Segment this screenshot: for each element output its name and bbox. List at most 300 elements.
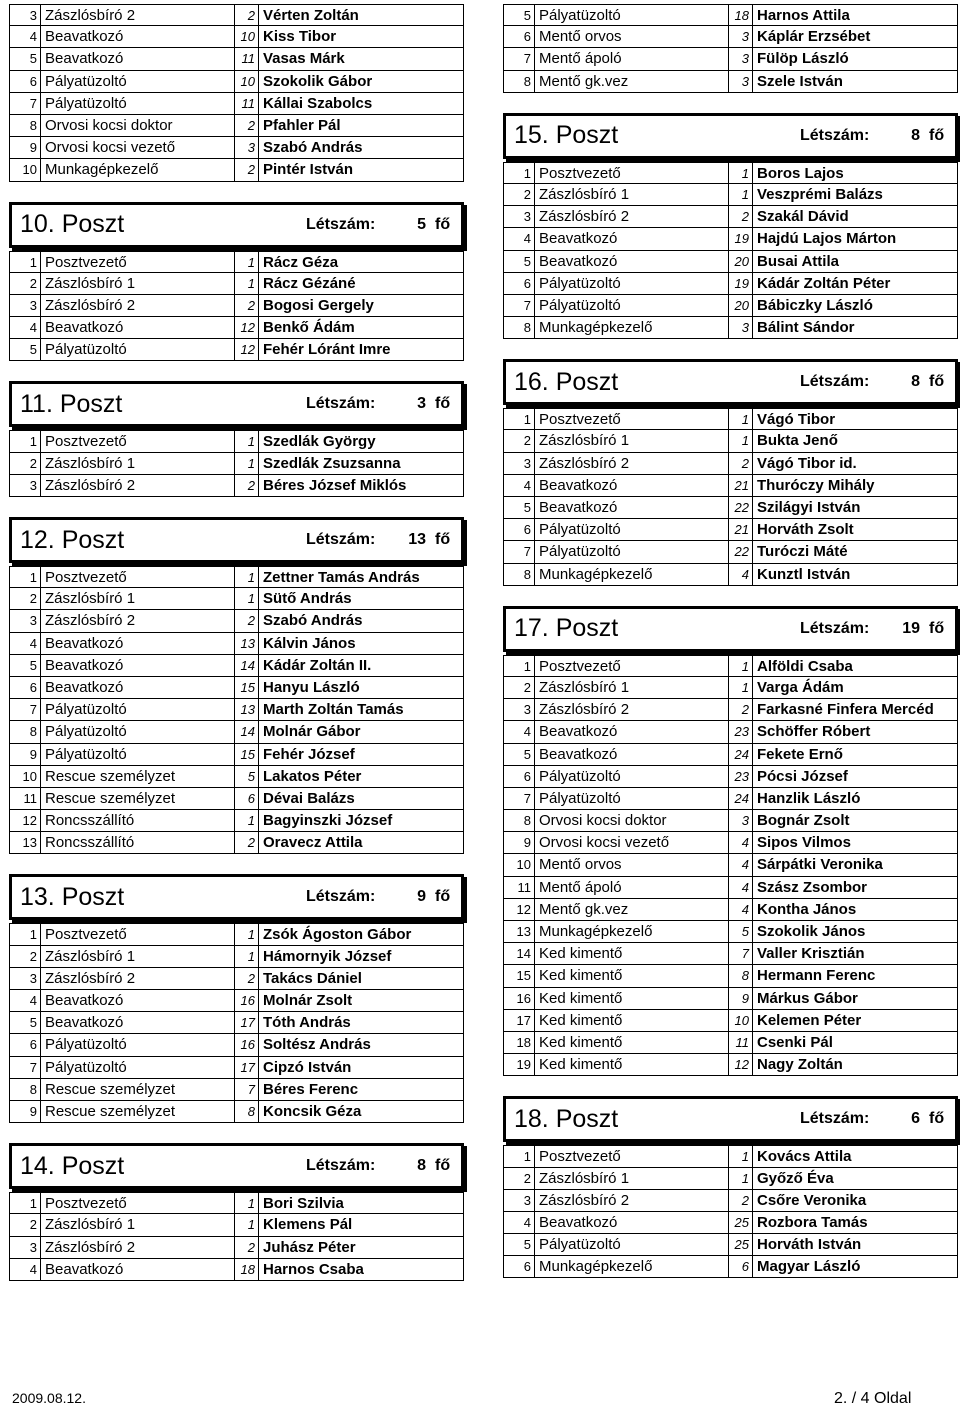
table-row <box>503 184 958 206</box>
person-name: Márkus Gábor <box>757 989 858 1007</box>
role-cell: Posztvezető <box>535 656 729 676</box>
role-number: 24 <box>729 744 753 765</box>
table-row <box>9 1101 464 1123</box>
table-row <box>9 115 464 137</box>
table-row <box>503 965 958 987</box>
role-number: 1 <box>729 1168 753 1189</box>
role-number: 15 <box>235 744 259 765</box>
person-name: Kontha János <box>757 900 857 918</box>
table-row <box>9 655 464 677</box>
role-cell: Orvosi kocsi vezető <box>41 137 235 158</box>
left-column <box>9 4 464 1281</box>
row-index: 1 <box>504 163 535 183</box>
role-cell: Pályatüzoltó <box>41 93 235 114</box>
row-index: 16 <box>504 988 535 1009</box>
post-header <box>503 359 958 405</box>
headcount-value: 3 <box>417 395 426 413</box>
table-row <box>9 566 464 588</box>
row-index: 5 <box>10 48 41 69</box>
role-cell: Pályatüzoltó <box>41 744 235 765</box>
role-number: 1 <box>729 184 753 205</box>
person-name: Valler Krisztián <box>757 945 865 963</box>
row-index: 2 <box>10 273 41 294</box>
role-cell: Rescue személyzet <box>41 788 235 809</box>
table-row <box>9 744 464 766</box>
person-name: Sárpátki Veronika <box>757 856 883 874</box>
table-row <box>503 273 958 295</box>
row-index: 7 <box>504 295 535 316</box>
role-cell: Munkagépkezelő <box>535 564 729 585</box>
table-row <box>503 899 958 921</box>
row-index: 7 <box>10 93 41 114</box>
table-row <box>503 1032 958 1054</box>
role-cell: Posztvezető <box>41 567 235 587</box>
person-name: Pfahler Pál <box>263 116 341 134</box>
table-row <box>503 295 958 317</box>
row-index: 11 <box>504 877 535 898</box>
role-number: 7 <box>729 943 753 964</box>
role-number: 17 <box>235 1057 259 1078</box>
person-name: Sütő András <box>263 590 352 608</box>
person-name: Szász Zsombor <box>757 878 868 896</box>
table-row <box>503 677 958 699</box>
table-row <box>503 877 958 899</box>
role-cell: Beavatkozó <box>41 990 235 1011</box>
role-number: 3 <box>729 71 753 92</box>
person-name: Kállai Szabolcs <box>263 94 373 112</box>
row-index: 6 <box>10 71 41 92</box>
role-number: 10 <box>729 1010 753 1031</box>
role-number: 25 <box>729 1234 753 1255</box>
person-name: Pintér István <box>263 161 354 179</box>
table-row <box>503 1190 958 1212</box>
row-index: 6 <box>10 1034 41 1055</box>
table-row <box>503 564 958 586</box>
person-name: Bukta Jenő <box>757 432 838 450</box>
person-name: Magyar László <box>757 1258 861 1276</box>
headcount-unit: fő <box>435 888 451 906</box>
person-name: Alföldi Csaba <box>757 657 853 675</box>
table-row <box>503 721 958 743</box>
person-name: Fülöp László <box>757 50 849 68</box>
row-index: 7 <box>504 541 535 562</box>
table-row <box>503 744 958 766</box>
role-cell: Beavatkozó <box>535 251 729 272</box>
role-number: 1 <box>235 1193 259 1213</box>
person-name: Rozbora Tamás <box>757 1213 868 1231</box>
headcount-value: 19 <box>902 619 920 637</box>
role-number: 9 <box>729 988 753 1009</box>
person-name: Rácz Géza <box>263 253 339 271</box>
person-name: Takács Dániel <box>263 969 362 987</box>
role-number: 14 <box>235 721 259 742</box>
role-cell: Beavatkozó <box>535 475 729 496</box>
role-number: 2 <box>235 115 259 136</box>
person-name: Busai Attila <box>757 252 839 270</box>
table-row <box>9 137 464 159</box>
headcount-unit: fő <box>929 126 945 144</box>
role-number: 1 <box>235 1214 259 1235</box>
headcount-value: 8 <box>911 126 920 144</box>
role-number: 1 <box>235 273 259 294</box>
role-cell: Pályatüzoltó <box>41 1034 235 1055</box>
role-cell: Zászlósbíró 2 <box>41 475 235 496</box>
role-cell: Mentő ápoló <box>535 877 729 898</box>
headcount-label: Létszám: <box>306 215 376 233</box>
role-number: 17 <box>235 1012 259 1033</box>
role-number: 1 <box>235 567 259 587</box>
person-name: Szokolik Gábor <box>263 72 373 90</box>
row-index: 3 <box>10 1237 41 1258</box>
table-row <box>9 1259 464 1281</box>
post-title: 13. Poszt <box>20 882 125 911</box>
person-name: Hajdú Lajos Márton <box>757 230 897 248</box>
headcount-unit: fő <box>435 531 451 548</box>
role-number: 19 <box>729 228 753 249</box>
person-name: Juhász Péter <box>263 1238 356 1256</box>
headcount-value: 5 <box>417 215 426 233</box>
headcount-unit: fő <box>929 373 945 391</box>
row-index: 2 <box>504 184 535 205</box>
role-cell: Posztvezető <box>535 1146 729 1166</box>
person-name: Soltész András <box>263 1036 371 1054</box>
row-index: 1 <box>504 656 535 676</box>
role-number: 1 <box>729 677 753 698</box>
role-cell: Beavatkozó <box>535 228 729 249</box>
role-cell: Pályatüzoltó <box>535 273 729 294</box>
role-number: 15 <box>235 677 259 698</box>
role-cell: Beavatkozó <box>535 1212 729 1233</box>
role-cell: Zászlósbíró 1 <box>41 588 235 609</box>
table-row <box>9 273 464 295</box>
role-number: 18 <box>235 1259 259 1280</box>
role-number: 4 <box>729 832 753 853</box>
row-index: 7 <box>10 699 41 720</box>
person-name: Szilágyi István <box>757 499 861 516</box>
person-name: Harnos Attila <box>757 7 850 24</box>
role-number: 12 <box>729 1054 753 1075</box>
row-index: 4 <box>504 721 535 742</box>
person-name: Szakál Dávid <box>757 208 849 226</box>
role-cell: Rescue személyzet <box>41 1101 235 1122</box>
row-index: 9 <box>10 744 41 765</box>
row-index: 17 <box>504 1010 535 1031</box>
role-cell: Ked kimentő <box>535 1032 729 1053</box>
role-cell: Orvosi kocsi doktor <box>535 810 729 831</box>
role-number: 23 <box>729 721 753 742</box>
table-row <box>503 1212 958 1234</box>
role-cell: Mentő ápoló <box>535 48 729 69</box>
row-index: 6 <box>504 1256 535 1277</box>
role-number: 11 <box>235 93 259 114</box>
role-cell: Ked kimentő <box>535 1054 729 1075</box>
person-name: Cipzó István <box>263 1058 352 1076</box>
table-row <box>503 655 958 677</box>
table-row <box>503 497 958 519</box>
row-index: 5 <box>504 744 535 765</box>
table-row <box>503 541 958 563</box>
role-cell: Zászlósbíró 2 <box>41 610 235 631</box>
table-row <box>9 1012 464 1034</box>
post-header <box>9 202 464 248</box>
role-number: 14 <box>235 655 259 676</box>
row-index: 10 <box>10 159 41 180</box>
row-index: 1 <box>504 409 535 429</box>
table-row <box>503 519 958 541</box>
person-name: Boros Lajos <box>757 164 844 182</box>
table-row <box>9 788 464 810</box>
role-number: 24 <box>729 788 753 809</box>
role-number: 3 <box>729 26 753 47</box>
person-name: Rácz Gézáné <box>263 274 356 292</box>
role-number: 12 <box>235 339 259 360</box>
role-number: 13 <box>235 633 259 654</box>
role-cell: Beavatkozó <box>41 26 235 47</box>
role-number: 2 <box>235 610 259 631</box>
person-name: Kádár Zoltán II. <box>263 656 372 674</box>
role-number: 10 <box>235 26 259 47</box>
person-name: Dévai Balázs <box>263 789 355 807</box>
role-cell: Posztvezető <box>41 1193 235 1213</box>
row-index: 6 <box>10 677 41 698</box>
role-cell: Beavatkozó <box>41 1259 235 1280</box>
person-name: Zettner Tamás András <box>263 569 420 586</box>
post-header <box>503 606 958 652</box>
post-section <box>503 359 958 586</box>
row-index: 1 <box>10 567 41 587</box>
role-cell: Zászlósbíró 2 <box>41 968 235 989</box>
role-cell: Pályatüzoltó <box>41 1057 235 1078</box>
row-index: 5 <box>10 339 41 360</box>
role-number: 13 <box>235 699 259 720</box>
person-name: Schöffer Róbert <box>757 723 871 741</box>
role-cell: Pályatüzoltó <box>41 71 235 92</box>
headcount-value: 8 <box>911 373 920 391</box>
role-cell: Mentő orvos <box>535 854 729 875</box>
post-title: 16. Poszt <box>514 367 619 396</box>
role-cell: Beavatkozó <box>41 655 235 676</box>
role-number: 2 <box>235 159 259 180</box>
post-section <box>503 4 958 93</box>
post-title: 14. Poszt <box>20 1151 125 1180</box>
role-number: 1 <box>729 656 753 676</box>
table-row <box>9 317 464 339</box>
table-row <box>503 71 958 93</box>
role-cell: Ked kimentő <box>535 943 729 964</box>
person-name: Vérten Zoltán <box>263 7 359 24</box>
table-row <box>9 159 464 181</box>
row-index: 7 <box>504 788 535 809</box>
table-row <box>503 48 958 70</box>
role-number: 1 <box>235 946 259 967</box>
person-name: Marth Zoltán Tamás <box>263 701 404 719</box>
role-number: 10 <box>235 71 259 92</box>
post-header <box>9 1143 464 1189</box>
role-cell: Orvosi kocsi vezető <box>535 832 729 853</box>
role-cell: Pályatüzoltó <box>535 295 729 316</box>
post-section <box>503 113 958 340</box>
table-row <box>9 339 464 361</box>
person-name: Hámornyik József <box>263 947 392 965</box>
table-row <box>503 475 958 497</box>
headcount-label: Létszám: <box>306 395 376 413</box>
person-name: Vágó Tibor <box>757 411 836 429</box>
table-row <box>503 408 958 430</box>
table-row <box>9 48 464 70</box>
person-name: Bálint Sándor <box>757 319 855 337</box>
headcount-label: Létszám: <box>306 888 376 906</box>
row-index: 1 <box>10 924 41 944</box>
table-row <box>9 721 464 743</box>
role-number: 5 <box>729 921 753 942</box>
person-name: Fekete Ernő <box>757 745 843 763</box>
role-cell: Zászlósbíró 1 <box>535 430 729 451</box>
role-cell: Pályatüzoltó <box>41 721 235 742</box>
role-cell: Posztvezető <box>535 163 729 183</box>
person-name: Molnár Zsolt <box>263 992 353 1009</box>
person-name: Csőre Veronika <box>757 1191 867 1209</box>
post-title: 17. Poszt <box>514 614 619 643</box>
headcount-label: Létszám: <box>800 373 870 391</box>
role-number: 11 <box>729 1032 753 1053</box>
post-header <box>503 113 958 159</box>
row-index: 19 <box>504 1054 535 1075</box>
footer-date: 2009.08.12. <box>12 1390 86 1406</box>
post-section <box>9 202 464 362</box>
role-number: 3 <box>729 48 753 69</box>
row-index: 6 <box>504 766 535 787</box>
row-index: 8 <box>504 564 535 585</box>
role-cell: Pályatüzoltó <box>535 788 729 809</box>
role-number: 2 <box>235 832 259 853</box>
table-row <box>503 699 958 721</box>
post-title: 12. Poszt <box>20 525 125 554</box>
table-row <box>503 430 958 452</box>
post-header <box>9 874 464 920</box>
headcount-unit: fő <box>435 1157 451 1175</box>
table-row <box>503 162 958 184</box>
role-cell: Zászlósbíró 2 <box>535 453 729 474</box>
role-number: 16 <box>235 990 259 1011</box>
role-number: 1 <box>235 588 259 609</box>
row-index: 5 <box>504 1234 535 1255</box>
role-cell: Roncsszállító <box>41 810 235 831</box>
role-cell: Orvosi kocsi doktor <box>41 115 235 136</box>
row-index: 5 <box>504 5 535 25</box>
post-header <box>9 517 464 563</box>
table-row <box>9 610 464 632</box>
table-row <box>503 988 958 1010</box>
table-row <box>9 26 464 48</box>
post-title: 11. Poszt <box>20 389 123 418</box>
role-number: 16 <box>235 1034 259 1055</box>
role-cell: Rescue személyzet <box>41 1079 235 1100</box>
role-cell: Zászlósbíró 2 <box>535 1190 729 1211</box>
row-index: 3 <box>504 206 535 227</box>
role-number: 20 <box>729 295 753 316</box>
role-cell: Pályatüzoltó <box>535 541 729 562</box>
person-name: Turóczi Máté <box>757 543 848 561</box>
table-row <box>503 1145 958 1167</box>
role-cell: Pályatüzoltó <box>535 5 729 25</box>
role-cell: Zászlósbíró 2 <box>41 5 235 25</box>
headcount-label: Létszám: <box>306 1157 376 1175</box>
row-index: 13 <box>504 921 535 942</box>
row-index: 4 <box>10 633 41 654</box>
role-cell: Munkagépkezelő <box>535 921 729 942</box>
role-number: 4 <box>729 899 753 920</box>
post-section <box>9 4 464 182</box>
role-cell: Beavatkozó <box>41 317 235 338</box>
role-cell: Zászlósbíró 1 <box>535 1168 729 1189</box>
person-name: Nagy Zoltán <box>757 1056 843 1074</box>
role-number: 1 <box>235 252 259 272</box>
role-number: 2 <box>729 206 753 227</box>
table-row <box>9 295 464 317</box>
person-name: Pócsi József <box>757 767 848 785</box>
headcount-value: 9 <box>417 888 426 906</box>
headcount-label: Létszám: <box>800 1110 870 1128</box>
role-number: 25 <box>729 1212 753 1233</box>
role-cell: Beavatkozó <box>41 48 235 69</box>
role-cell: Mentő gk.vez <box>535 899 729 920</box>
row-index: 8 <box>504 317 535 338</box>
row-index: 3 <box>10 475 41 496</box>
role-number: 21 <box>729 519 753 540</box>
role-cell: Zászlósbíró 1 <box>41 273 235 294</box>
person-name: Szokolik János <box>757 923 866 940</box>
table-row <box>503 854 958 876</box>
person-name: Fehér József <box>263 745 355 763</box>
row-index: 2 <box>10 588 41 609</box>
table-row <box>503 228 958 250</box>
row-index: 4 <box>10 317 41 338</box>
row-index: 9 <box>10 137 41 158</box>
row-index: 5 <box>504 251 535 272</box>
role-number: 2 <box>235 475 259 496</box>
person-name: Thuróczy Mihály <box>757 476 875 494</box>
row-index: 3 <box>504 453 535 474</box>
post-section <box>503 606 958 1077</box>
role-number: 1 <box>729 409 753 429</box>
headcount-value: 13 <box>408 531 426 548</box>
table-row <box>9 990 464 1012</box>
row-index: 6 <box>504 273 535 294</box>
role-cell: Posztvezető <box>41 252 235 272</box>
person-name: Klemens Pál <box>263 1216 353 1234</box>
person-name: Kelemen Péter <box>757 1011 862 1029</box>
role-cell: Beavatkozó <box>535 744 729 765</box>
headcount-unit: fő <box>435 395 451 413</box>
role-cell: Munkagépkezelő <box>535 1256 729 1277</box>
row-index: 3 <box>10 5 41 25</box>
table-row <box>9 71 464 93</box>
role-number: 3 <box>729 317 753 338</box>
role-cell: Pályatüzoltó <box>535 519 729 540</box>
role-cell: Zászlósbíró 2 <box>41 295 235 316</box>
headcount-label: Létszám: <box>800 619 870 637</box>
role-cell: Rescue személyzet <box>41 766 235 787</box>
table-row <box>503 766 958 788</box>
role-number: 8 <box>729 965 753 986</box>
role-number: 4 <box>729 854 753 875</box>
row-index: 2 <box>10 1214 41 1235</box>
role-cell: Ked kimentő <box>535 1010 729 1031</box>
role-cell: Posztvezető <box>535 409 729 429</box>
post-title: 18. Poszt <box>514 1104 619 1133</box>
role-cell: Mentő orvos <box>535 26 729 47</box>
person-name: Szabó András <box>263 612 363 630</box>
